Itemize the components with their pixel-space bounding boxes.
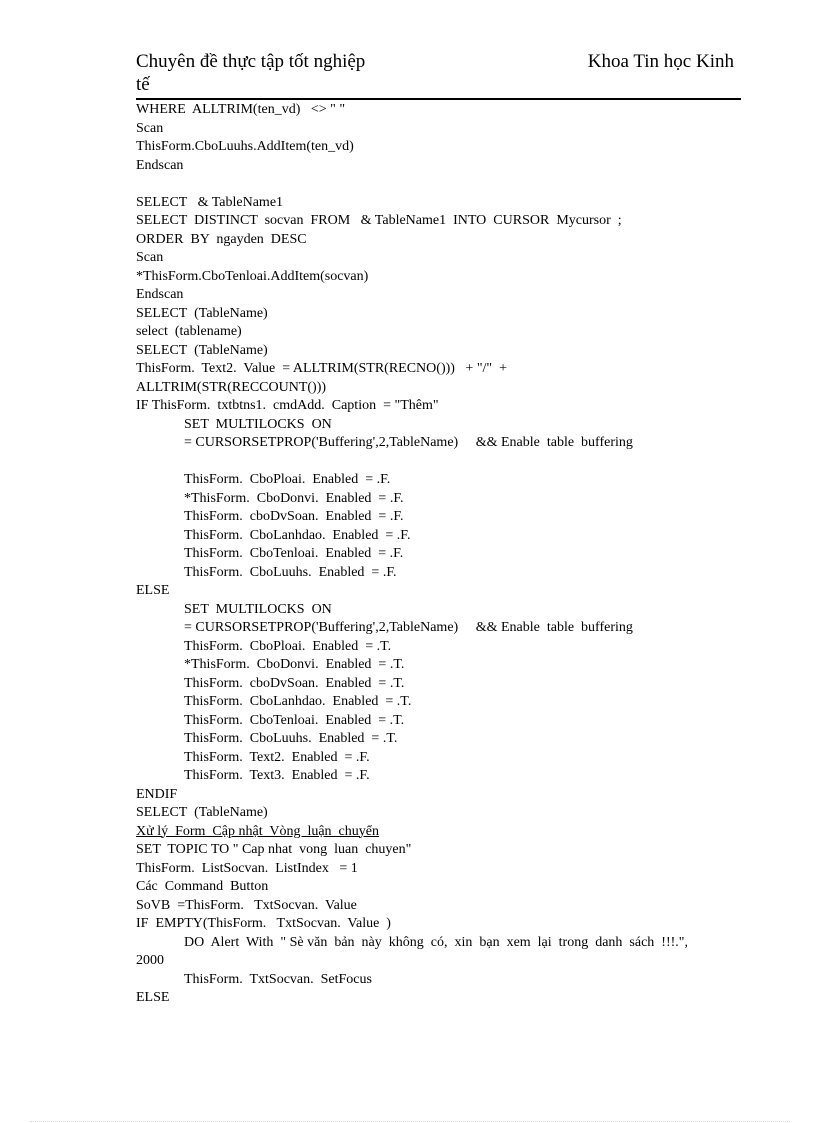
code-line: ThisForm. CboPloai. Enabled = .F. [184,472,391,487]
code-line: ThisForm. cboDvSoan. Enabled = .F. [184,509,404,524]
code-line: ThisForm. cboDvSoan. Enabled = .T. [184,675,405,691]
code-line: SELECT (TableName) [136,305,268,321]
code-line: DO Alert With " Sè văn bản này không có, xin bạn xem lại trong danh sách !!!.", [184,934,689,950]
code-line: ORDER BY ngayden DESC [136,231,307,247]
code-line: select (tablename) [136,324,242,339]
code-line: ThisForm. ListSocvan. ListIndex = 1 [136,860,358,876]
code-line: WHERE ALLTRIM(ten_vd) <> " " [136,102,346,117]
code-line: ThisForm. CboLuuhs. Enabled = .F. [184,564,397,580]
code-line: ThisForm. CboLuuhs. Enabled = .T. [184,731,398,746]
code-line: ThisForm. CboPloai. Enabled = .T. [184,638,392,654]
code-line: = CURSORSETPROP('Buffering',2,TableName) && Enable table buffering [184,435,633,450]
code-line: SET TOPIC TO " Cap nhat vong luan chuyen" [136,842,412,857]
code-line: ThisForm. CboLanhdao. Enabled = .F. [184,527,411,543]
code-line: *ThisForm.CboTenloai.AddItem(socvan) [136,268,369,284]
page-header [136,50,740,100]
code-line: ThisForm. CboLanhdao. Enabled = .T. [184,694,412,709]
header-left-line2: tế [136,74,150,95]
code-line: Endscan [136,287,184,302]
code-line: ELSE [136,583,170,598]
code-line: 2000 [136,953,164,968]
code-line: Các Command Button [136,879,269,894]
code-line: SELECT & TableName1 [136,194,284,210]
code-line: *ThisForm. CboDonvi. Enabled = .T. [184,657,405,672]
code-line: ThisForm. Text2. Enabled = .F. [184,749,370,765]
code-line: ThisForm.CboLuuhs.AddItem(ten_vd) [136,139,354,154]
page-bottom-edge [30,1121,790,1122]
header-rule [136,98,741,100]
code-line: = CURSORSETPROP('Buffering',2,TableName) && Enable table buffering [184,620,633,635]
code-line: Scan [136,120,164,136]
code-line: SELECT DISTINCT socvan FROM & TableName1 INTO CURSOR Mycursor ; [136,213,622,228]
code-line: SoVB =ThisForm. TxtSocvan. Value [136,897,357,913]
code-line: Endscan [136,157,184,173]
code-line: Scan [136,250,164,265]
code-line: SELECT (TableName) [136,805,268,820]
header-right: Khoa Tin học Kinh [587,51,734,72]
code-line: IF EMPTY(ThisForm. TxtSocvan. Value ) [136,916,391,931]
code-line: ThisForm. CboTenloai. Enabled = .F. [184,546,404,561]
code-line: ENDIF [136,786,178,802]
code-line: ThisForm. Text2. Value = ALLTRIM(STR(RECNO())) + "/" + [136,361,508,376]
section-heading: Xử lý Form Cập nhật Vòng luận chuyển [136,823,379,839]
code-line: IF ThisForm. txtbtns1. cmdAdd. Caption = "Thêm" [136,398,439,413]
header-left-line1: Chuyên đề thực tập tốt nghiệp [136,51,366,72]
code-line: SET MULTILOCKS ON [184,601,332,617]
code-line: ThisForm. TxtSocvan. SetFocus [184,971,372,987]
code-line: *ThisForm. CboDonvi. Enabled = .F. [184,490,404,506]
code-line: SELECT (TableName) [136,342,268,358]
code-line: ALLTRIM(STR(RECCOUNT())) [136,379,327,395]
code-line: ThisForm. CboTenloai. Enabled = .T. [184,712,405,728]
code-line: ELSE [136,990,170,1005]
code-line: SET MULTILOCKS ON [184,416,332,432]
code-line: ThisForm. Text3. Enabled = .F. [184,768,370,783]
header-left [136,50,466,96]
